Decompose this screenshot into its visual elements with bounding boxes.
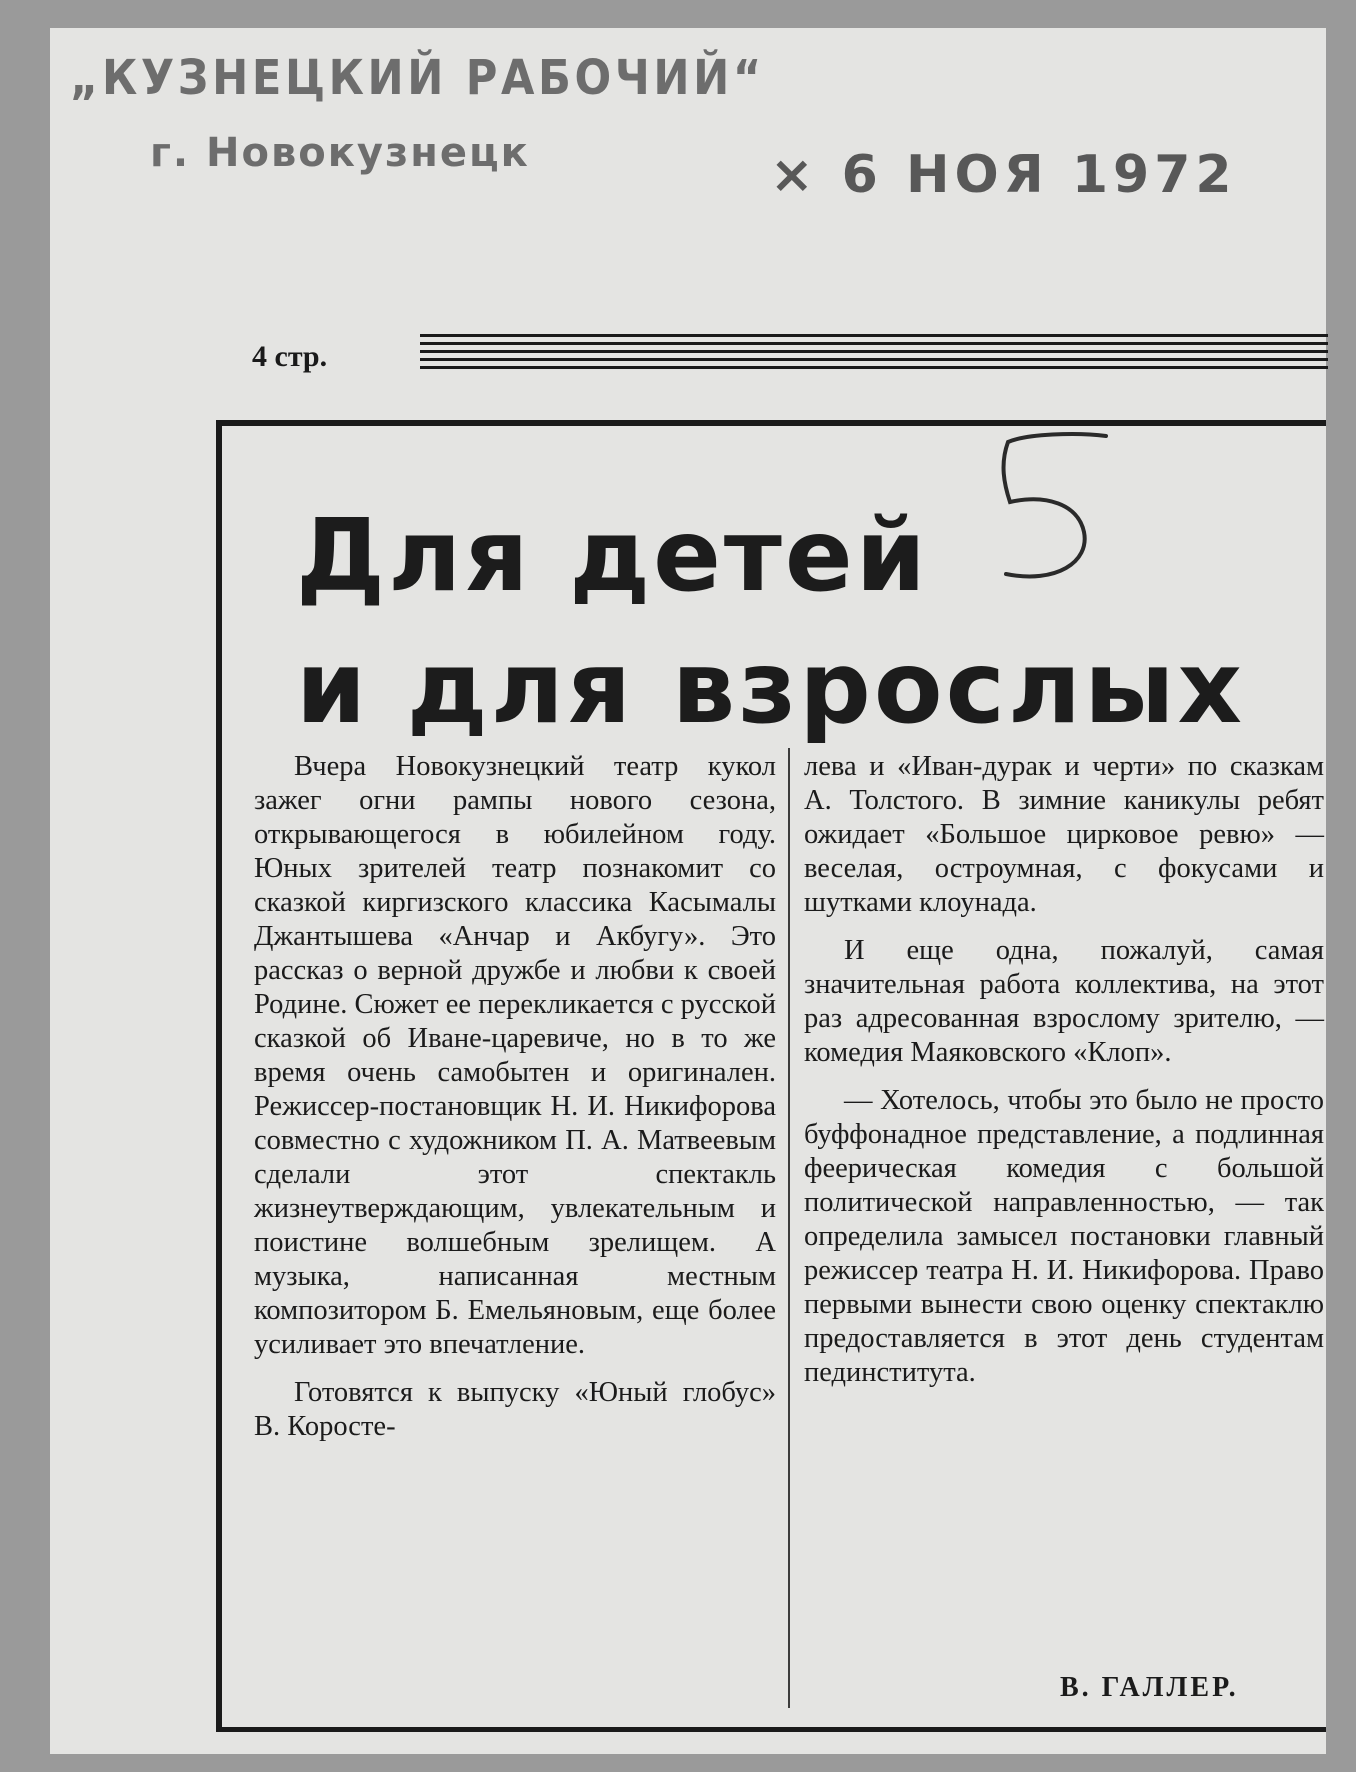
paragraph: Готовятся к выпуску «Юный глобус» В. Коросте- bbox=[254, 1377, 776, 1442]
paragraph: — Хотелось, чтобы это было не просто буффонадное представление, а подлинная феерическая комедия с большой политической направленностью, — так определила замысел постановки главный режиссер театра Н. И. Никифорова. Право первыми вынести свою оценку спектаклю предоставляется в этот день студентам пединститута. bbox=[804, 1085, 1324, 1388]
header-rule-lines bbox=[420, 334, 1328, 374]
author-signature: В. ГАЛЛЕР. bbox=[1060, 1672, 1239, 1703]
column-divider bbox=[788, 748, 790, 1708]
paragraph: Вчера Новокузнецкий театр кукол зажег огни рампы нового сезона, открывающегося в юбилейном году. Юных зрителей театр познакомит со сказкой киргизского классика Касымалы Джантышева «Анчар и Акбугу». Это рассказ о верной дружбе и любви к своей Родине. Сюжет ее перекликается с русской сказкой об Иване-царевиче, но в то же время очень самобытен и оригинален. Режиссер-постановщик Н. И. Никифорова совместно с художником П. А. Матвеевым сделали этот спектакль жизнеутверждающим, увлекательным и поистине волшебным зрелищем. А музыка, написанная местным композитором Б. Емельяновым, еще более усиливает это впечатление. bbox=[254, 751, 776, 1360]
handwritten-mark bbox=[986, 424, 1126, 594]
date-stamp: × 6 НОЯ 1972 bbox=[770, 145, 1237, 205]
newspaper-name-stamp: „КУЗНЕЦКИЙ РАБОЧИЙ“ bbox=[70, 50, 765, 106]
city-stamp: г. Новокузнецк bbox=[150, 130, 530, 176]
paragraph: И еще одна, пожалуй, самая значительная работа коллектива, на этот раз адресованная взрослому зрителю, — комедия Маяковского «Клоп». bbox=[804, 935, 1324, 1068]
headline-line-1: Для детей bbox=[296, 497, 929, 614]
paragraph: лева и «Иван-дурак и черти» по сказкам А. Толстого. В зимние каникулы ребят ожидает «Большое цирковое ревю» — веселая, остроумная, с фокусами и шутками клоунада. bbox=[804, 751, 1324, 918]
headline-line-2: и для взрослых bbox=[296, 629, 1246, 746]
page-number-label: 4 стр. bbox=[252, 340, 328, 373]
article-column-right bbox=[804, 750, 1324, 1390]
article-column-left bbox=[254, 750, 776, 1444]
